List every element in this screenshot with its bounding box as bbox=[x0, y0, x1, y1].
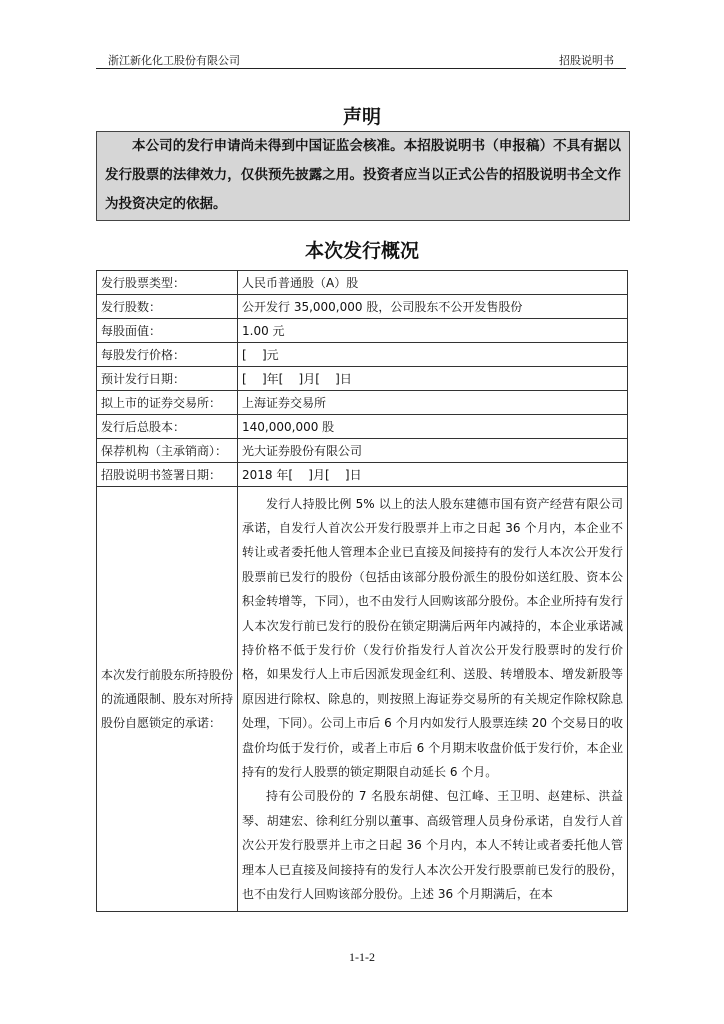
table-row bbox=[97, 343, 628, 367]
row-label: 拟上市的证券交易所： bbox=[97, 391, 238, 415]
table-row-lockup bbox=[97, 487, 628, 912]
table-row bbox=[97, 271, 628, 295]
table-row bbox=[97, 367, 628, 391]
statement-text: 本公司的发行申请尚未得到中国证监会核准。本招股说明书（申报稿）不具有据以发行股票的法律效力，仅供预先披露之用。投资者应当以正式公告的招股说明书全文作为投资决定的依据。 bbox=[105, 138, 621, 212]
table-row bbox=[97, 295, 628, 319]
row-value: [ ]元 bbox=[238, 343, 628, 367]
row-value: 2018 年[ ]月[ ]日 bbox=[238, 463, 628, 487]
header-company: 浙江新化化工股份有限公司 bbox=[108, 54, 240, 67]
row-label: 发行股票类型： bbox=[97, 271, 238, 295]
row-label: 预计发行日期： bbox=[97, 367, 238, 391]
table-row bbox=[97, 415, 628, 439]
statement-box bbox=[96, 131, 630, 221]
header-doc-type: 招股说明书 bbox=[559, 54, 614, 67]
lockup-paragraph: 发行人持股比例 5% 以上的法人股东建德市国有资产经营有限公司承诺，自发行人首次公开发行股票并上市之日起 36 个月内，本企业不转让或者委托他人管理本企业已直接及间接持有的发行人本次公开发行股票前已发行的股份（包括由该部分股份派生的股份如送红股、资本公积金转增等，下同），也不由发行人回购该部分股份。本企业所持有发行人本次发行前已发行的股份在锁定期满后两年内减持的，本企业承诺减持价格不低于发行价（发行价指发行人首次公开发行股票时的发行价格，如果发行人上市后因派发现金红利、送股、转增股本、增发新股等原因进行除权、除息的，则按照上海证券交易所的有关规定作除权除息处理，下同）。公司上市后 6 个月内如发行人股票连续 20 个交易日的收盘价均低于发行价，或者上市后 6 个月期末收盘价低于发行价，本企业持有的发行人股票的锁定期限自动延长 6 个月。 bbox=[242, 496, 623, 780]
table-row bbox=[97, 439, 628, 463]
row-value: [ ]年[ ]月[ ]日 bbox=[238, 367, 628, 391]
header-divider bbox=[96, 68, 626, 69]
row-label: 每股发行价格： bbox=[97, 343, 238, 367]
lockup-label: 本次发行前股东所持股份的流通限制、股东对所持股份自愿锁定的承诺： bbox=[97, 487, 238, 912]
row-value: 上海证券交易所 bbox=[238, 391, 628, 415]
table-row bbox=[97, 463, 628, 487]
row-label: 每股面值： bbox=[97, 319, 238, 343]
row-label: 保荐机构（主承销商）： bbox=[97, 439, 238, 463]
overview-title: 本次发行概况 bbox=[304, 240, 419, 262]
row-label: 发行股数： bbox=[97, 295, 238, 319]
row-value: 公开发行 35,000,000 股，公司股东不公开发售股份 bbox=[238, 295, 628, 319]
statement-title: 声明 bbox=[342, 106, 381, 128]
row-value: 光大证券股份有限公司 bbox=[238, 439, 628, 463]
page-number: 1-1-2 bbox=[349, 950, 375, 964]
row-value: 1.00 元 bbox=[238, 319, 628, 343]
lockup-paragraph: 持有公司股份的 7 名股东胡健、包江峰、王卫明、赵建标、洪益琴、胡建宏、徐利红分别以董事、高级管理人员身份承诺，自发行人首次公开发行股票并上市之日起 36 个月内，本人不转让或者委托他人管理本人已直接及间接持有的发行人本次公开发行股票前已发行的股份，也不由发行人回购该部分股份。上述 36 个月期满后，在本 bbox=[242, 789, 623, 902]
row-value: 140,000,000 股 bbox=[238, 415, 628, 439]
row-label: 发行后总股本： bbox=[97, 415, 238, 439]
overview-table bbox=[96, 270, 628, 912]
lockup-value bbox=[238, 487, 628, 912]
row-label: 招股说明书签署日期： bbox=[97, 463, 238, 487]
table-row bbox=[97, 319, 628, 343]
table-row bbox=[97, 391, 628, 415]
row-value: 人民币普通股（A）股 bbox=[238, 271, 628, 295]
